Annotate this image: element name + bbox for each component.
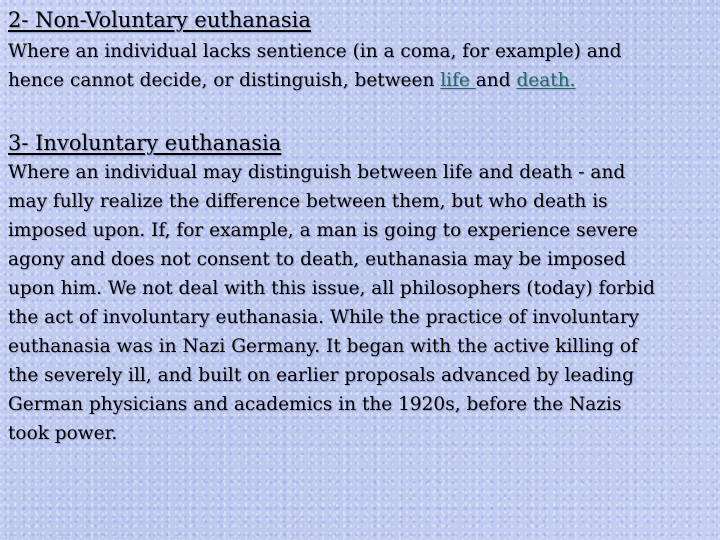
text-line: the severely ill, and built on earlier proposals advanced by leading bbox=[8, 365, 634, 386]
text-line: the act of involuntary euthanasia. While the practice of involuntary bbox=[8, 307, 640, 328]
life-link[interactable]: life bbox=[440, 70, 476, 91]
text-line: upon him. We not deal with this issue, all philosophers (today) forbid bbox=[8, 278, 655, 299]
text-line: agony and does not consent to death, euthanasia may be imposed bbox=[8, 249, 626, 270]
heading-involuntary-euthanasia: 3- Involuntary euthanasia bbox=[8, 131, 282, 155]
text-line: took power. bbox=[8, 423, 118, 444]
paragraph-non-voluntary bbox=[8, 37, 708, 95]
text-line: German physicians and academics in the 1920s, before the Nazis bbox=[8, 394, 622, 415]
text-line: Where an individual may distinguish between life and death - and bbox=[8, 162, 626, 183]
text-line: may fully realize the difference between them, but who death is bbox=[8, 191, 608, 212]
text-line: Where an individual lacks sentience (in a coma, for example) and bbox=[8, 41, 622, 62]
heading-non-voluntary-euthanasia: 2- Non-Voluntary euthanasia bbox=[8, 8, 311, 32]
paragraph-involuntary bbox=[8, 158, 714, 448]
text-segment: and bbox=[475, 70, 517, 91]
text-line bbox=[8, 66, 708, 95]
text-segment: hence cannot decide, or distinguish, between bbox=[8, 70, 441, 91]
death-link[interactable]: death. bbox=[516, 70, 576, 91]
text-line: euthanasia was in Nazi Germany. It began with the active killing of bbox=[8, 336, 638, 357]
text-line: imposed upon. If, for example, a man is going to experience severe bbox=[8, 220, 638, 241]
